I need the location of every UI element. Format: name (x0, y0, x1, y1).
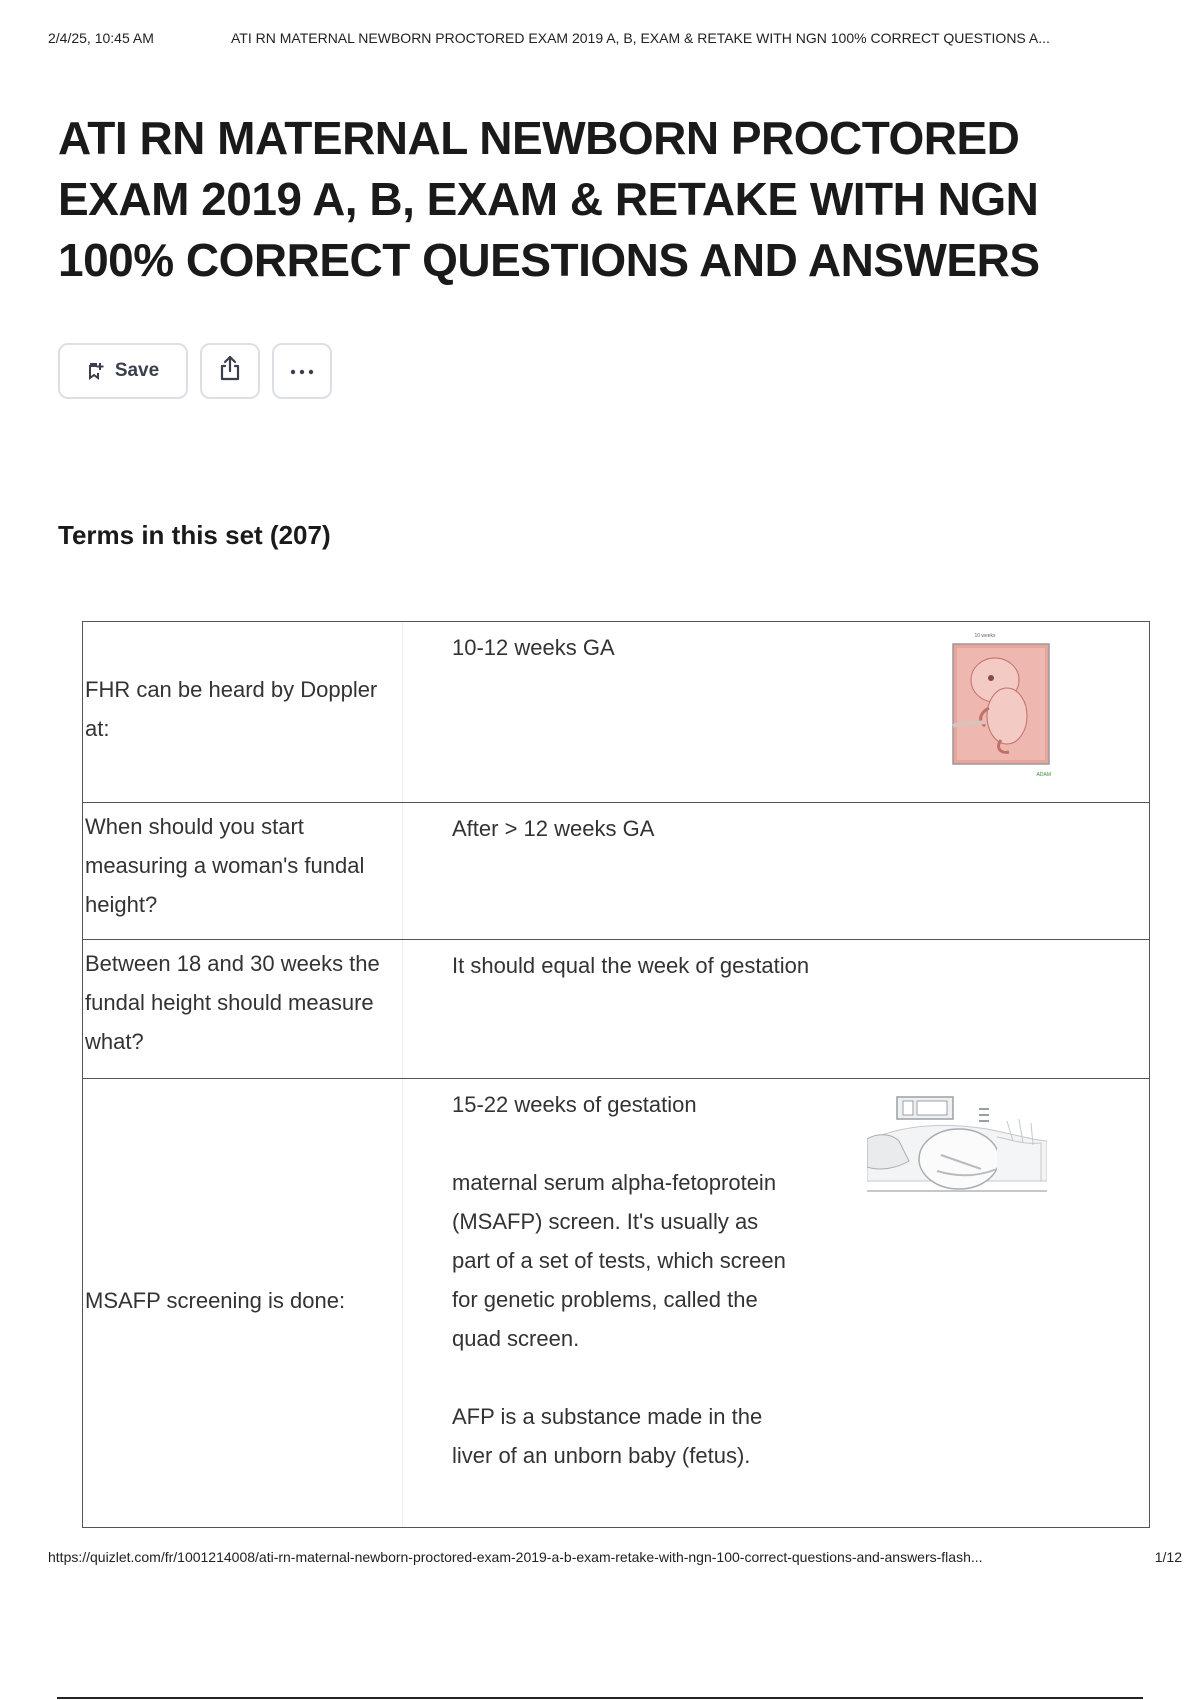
image-caption: 10 weeks (974, 633, 996, 639)
term-row (83, 622, 1149, 803)
definition (403, 1079, 1149, 1527)
more-icon (289, 360, 315, 382)
term-text: When should you start measuring a woman's fundal height? (83, 803, 403, 939)
term-row (83, 940, 1149, 1079)
term-text: MSAFP screening is done: (83, 1079, 403, 1527)
term-text: Between 18 and 30 weeks the fundal height should measure what? (83, 940, 403, 1078)
fetus-image (913, 630, 1057, 778)
share-icon (217, 354, 243, 388)
set-heading: Terms in this set (207) (58, 520, 331, 550)
save-button[interactable] (58, 343, 188, 399)
term-row (83, 803, 1149, 940)
page-title: ATI RN MATERNAL NEWBORN PROCTORED EXAM 2019 A, B, EXAM & RETAKE WITH NGN 100% CORRECT QUESTIONS AND ANSWERS (58, 112, 1040, 286)
definition (403, 622, 1149, 802)
ultrasound-image (867, 1081, 1047, 1241)
definition-text: maternal serum alpha-fetoprotein (MSAFP) screen. It's usually as part of a set of tests, which screen for genetic problems, called the quad screen. (452, 1170, 786, 1351)
print-doc-title: ATI RN MATERNAL NEWBORN PROCTORED EXAM 2019 A, B, EXAM & RETAKE WITH NGN 100% CORRECT QUESTIONS A... (231, 30, 1050, 46)
bottom-divider (57, 1697, 1143, 1699)
definition-text: 10-12 weeks GA (452, 635, 615, 660)
print-datetime: 2/4/25, 10:45 AM (48, 30, 154, 46)
definition (403, 940, 1149, 1078)
print-url: https://quizlet.com/fr/1001214008/ati-rn-maternal-newborn-proctored-exam-2019-a-b-exam-retake-with-ngn-100-correct-questions-and-answers-flash... (48, 1549, 983, 1565)
terms-table (82, 621, 1150, 1528)
definition-text: 15-22 weeks of gestation (452, 1092, 697, 1117)
more-button[interactable] (272, 343, 332, 399)
share-button[interactable] (200, 343, 260, 399)
image-credit: ADAM (1036, 772, 1051, 778)
definition-text: It should equal the week of gestation (452, 953, 810, 978)
save-label: Save (114, 360, 160, 381)
definition-text: After > 12 weeks GA (452, 816, 655, 841)
term-row (83, 1079, 1149, 1528)
term-text: FHR can be heard by Doppler at: (83, 622, 403, 802)
action-bar (58, 343, 332, 399)
definition (403, 803, 1149, 939)
definition-text: AFP is a substance made in the liver of an unborn baby (fetus). (452, 1404, 763, 1468)
bookmark-plus-icon (87, 361, 105, 381)
page-number: 1/12 (1154, 1549, 1182, 1565)
